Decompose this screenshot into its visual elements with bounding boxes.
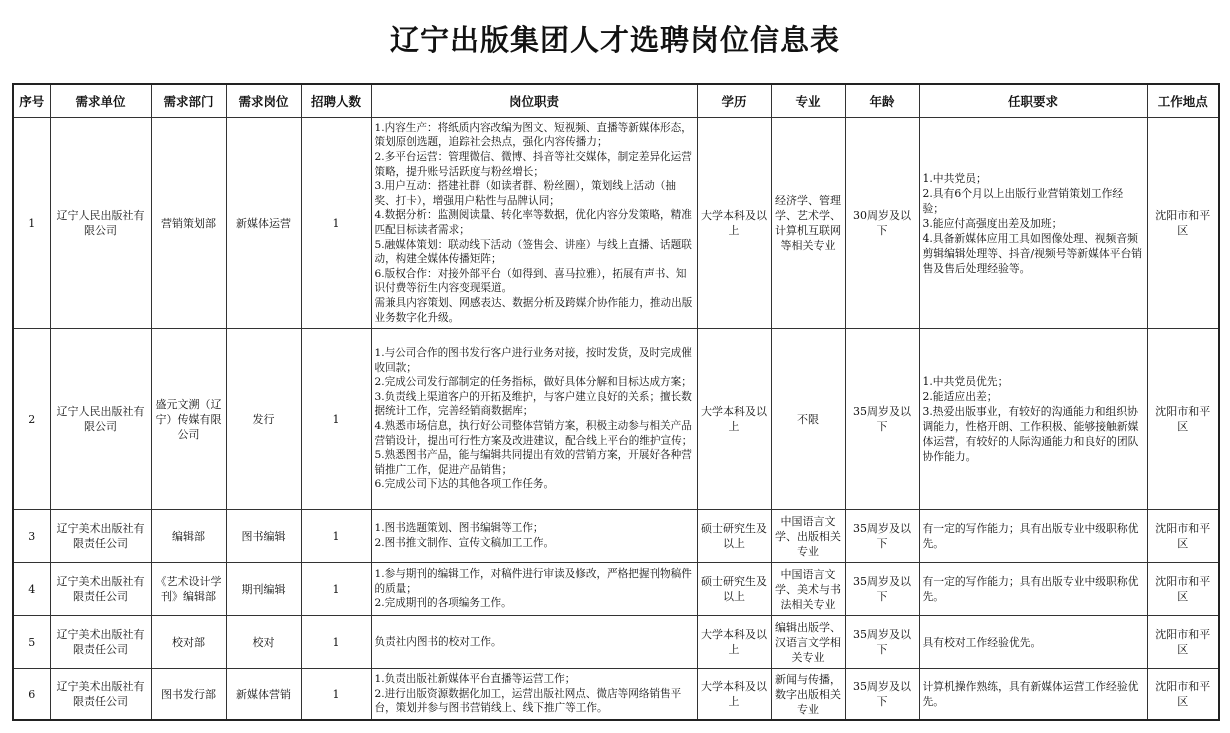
header-requirements: 任职要求 [919, 84, 1147, 118]
table-row [13, 510, 1219, 563]
cell-education: 硕士研究生及以上 [697, 563, 771, 616]
cell-location: 沈阳市和平区 [1147, 329, 1219, 510]
cell-location: 沈阳市和平区 [1147, 616, 1219, 669]
cell-dept: 图书发行部 [151, 669, 226, 721]
cell-education: 大学本科及以上 [697, 118, 771, 329]
cell-location: 沈阳市和平区 [1147, 118, 1219, 329]
cell-requirements: 1.中共党员； 2.具有6个月以上出版行业营销策划工作经验； 3.能应付高强度出差及加班； 4.具备新媒体应用工具如图像处理、视频音频剪辑编辑处理等、抖音/视频号等新媒体平台销售及售后处理经验等。 [919, 118, 1147, 329]
cell-duties: 负责社内图书的校对工作。 [371, 616, 697, 669]
cell-location: 沈阳市和平区 [1147, 563, 1219, 616]
cell-age: 35周岁及以下 [845, 329, 919, 510]
cell-count: 1 [301, 669, 371, 721]
cell-duties: 1.内容生产：将纸质内容改编为图文、短视频、直播等新媒体形态，策划原创选题，追踪社会热点，强化内容传播力； 2.多平台运营：管理微信、微博、抖音等社交媒体，制定差异化运营策略，提升账号活跃度与粉丝增长； 3.用户互动：搭建社群（如读者群、粉丝圈），策划线上活动（抽奖、打卡），增强用户粘性与品牌认同； 4.数据分析：监测阅读量、转化率等数据，优化内容分发策略，精准匹配目标读者需求； 5.融媒体策划：联动线下活动（签售会、讲座）与线上直播、话题联动，构建全媒体传播矩阵； 6.版权合作：对接外部平台（如得到、喜马拉雅），拓展有声书、知识付费等衍生内容变现渠道。 需兼具内容策划、网感表达、数据分析及跨媒介协作能力，推动出版业务数字化升级。 [371, 118, 697, 329]
cell-count: 1 [301, 563, 371, 616]
header-location: 工作地点 [1147, 84, 1219, 118]
cell-major: 新闻与传播，数字出版相关专业 [771, 669, 845, 721]
cell-duties: 1.与公司合作的图书发行客户进行业务对接，按时发货，及时完成催收回款； 2.完成公司发行部制定的任务指标，做好具体分解和目标达成方案； 3.负责线上渠道客户的开拓及维护，与客户建立良好的关系；擅长数据统计工作，完善经销商数据库； 4.熟悉市场信息，执行好公司整体营销方案，积极主动参与相关产品营销设计，提出可行性方案及改进建议，配合线上平台的维护宣传； 5.熟悉图书产品，能与编辑共同提出有效的营销方案，开展好各种营销推广工作，促进产品销售； 6.完成公司下达的其他各项工作任务。 [371, 329, 697, 510]
header-major: 专业 [771, 84, 845, 118]
cell-age: 35周岁及以下 [845, 510, 919, 563]
cell-position: 新媒体营销 [226, 669, 301, 721]
cell-duties: 1.图书选题策划、图书编辑等工作； 2.图书推文制作、宣传文稿加工工作。 [371, 510, 697, 563]
cell-position: 发行 [226, 329, 301, 510]
cell-major: 编辑出版学、汉语言文学相关专业 [771, 616, 845, 669]
header-education: 学历 [697, 84, 771, 118]
cell-education: 大学本科及以上 [697, 329, 771, 510]
header-no: 序号 [13, 84, 50, 118]
cell-major: 经济学、管理学、艺术学、计算机互联网等相关专业 [771, 118, 845, 329]
cell-position: 新媒体运营 [226, 118, 301, 329]
cell-position: 图书编辑 [226, 510, 301, 563]
cell-dept: 《艺术设计学刊》编辑部 [151, 563, 226, 616]
header-position: 需求岗位 [226, 84, 301, 118]
table-row [13, 329, 1219, 510]
cell-count: 1 [301, 616, 371, 669]
cell-education: 大学本科及以上 [697, 669, 771, 721]
cell-duties: 1.负责出版社新媒体平台直播等运营工作； 2.进行出版资源数据化加工，运营出版社网点、微店等网络销售平台，策划并参与图书营销线上、线下推广等工作。 [371, 669, 697, 721]
cell-count: 1 [301, 118, 371, 329]
cell-requirements: 具有校对工作经验优先。 [919, 616, 1147, 669]
cell-unit: 辽宁人民出版社有限公司 [50, 329, 151, 510]
cell-position: 校对 [226, 616, 301, 669]
cell-no: 1 [13, 118, 50, 329]
cell-no: 6 [13, 669, 50, 721]
cell-unit: 辽宁美术出版社有限责任公司 [50, 510, 151, 563]
cell-duties: 1.参与期刊的编辑工作，对稿件进行审读及修改，严格把握刊物稿件的质量； 2.完成期刊的各项编务工作。 [371, 563, 697, 616]
cell-requirements: 1.中共党员优先； 2.能适应出差； 3.热爱出版事业，有较好的沟通能力和组织协调能力，性格开朗、工作积极、能够接触新媒体运营，有较好的人际沟通能力和良好的团队协作能力。 [919, 329, 1147, 510]
cell-count: 1 [301, 329, 371, 510]
table-row [13, 616, 1219, 669]
header-row [13, 84, 1219, 118]
cell-dept: 盛元文溯（辽宁）传媒有限公司 [151, 329, 226, 510]
header-age: 年龄 [845, 84, 919, 118]
cell-no: 5 [13, 616, 50, 669]
position-table [12, 83, 1220, 721]
cell-requirements: 有一定的写作能力；具有出版专业中级职称优先。 [919, 563, 1147, 616]
cell-location: 沈阳市和平区 [1147, 510, 1219, 563]
cell-major: 中国语言文学、出版相关专业 [771, 510, 845, 563]
cell-age: 35周岁及以下 [845, 563, 919, 616]
cell-no: 2 [13, 329, 50, 510]
cell-requirements: 有一定的写作能力；具有出版专业中级职称优先。 [919, 510, 1147, 563]
cell-age: 35周岁及以下 [845, 669, 919, 721]
cell-unit: 辽宁美术出版社有限责任公司 [50, 669, 151, 721]
table-row [13, 563, 1219, 616]
table-row [13, 669, 1219, 721]
cell-education: 大学本科及以上 [697, 616, 771, 669]
cell-age: 35周岁及以下 [845, 616, 919, 669]
cell-no: 3 [13, 510, 50, 563]
table-row [13, 118, 1219, 329]
cell-no: 4 [13, 563, 50, 616]
page-title: 辽宁出版集团人才选聘岗位信息表 [389, 23, 840, 57]
cell-unit: 辽宁人民出版社有限公司 [50, 118, 151, 329]
cell-unit: 辽宁美术出版社有限责任公司 [50, 563, 151, 616]
cell-unit: 辽宁美术出版社有限责任公司 [50, 616, 151, 669]
cell-location: 沈阳市和平区 [1147, 669, 1219, 721]
cell-major: 中国语言文学、美术与书法相关专业 [771, 563, 845, 616]
cell-dept: 编辑部 [151, 510, 226, 563]
cell-age: 30周岁及以下 [845, 118, 919, 329]
header-duties: 岗位职责 [371, 84, 697, 118]
cell-count: 1 [301, 510, 371, 563]
cell-dept: 营销策划部 [151, 118, 226, 329]
cell-dept: 校对部 [151, 616, 226, 669]
cell-major: 不限 [771, 329, 845, 510]
cell-requirements: 计算机操作熟练，具有新媒体运营工作经验优先。 [919, 669, 1147, 721]
header-count: 招聘人数 [301, 84, 371, 118]
cell-position: 期刊编辑 [226, 563, 301, 616]
cell-education: 硕士研究生及以上 [697, 510, 771, 563]
header-unit: 需求单位 [50, 84, 151, 118]
header-dept: 需求部门 [151, 84, 226, 118]
